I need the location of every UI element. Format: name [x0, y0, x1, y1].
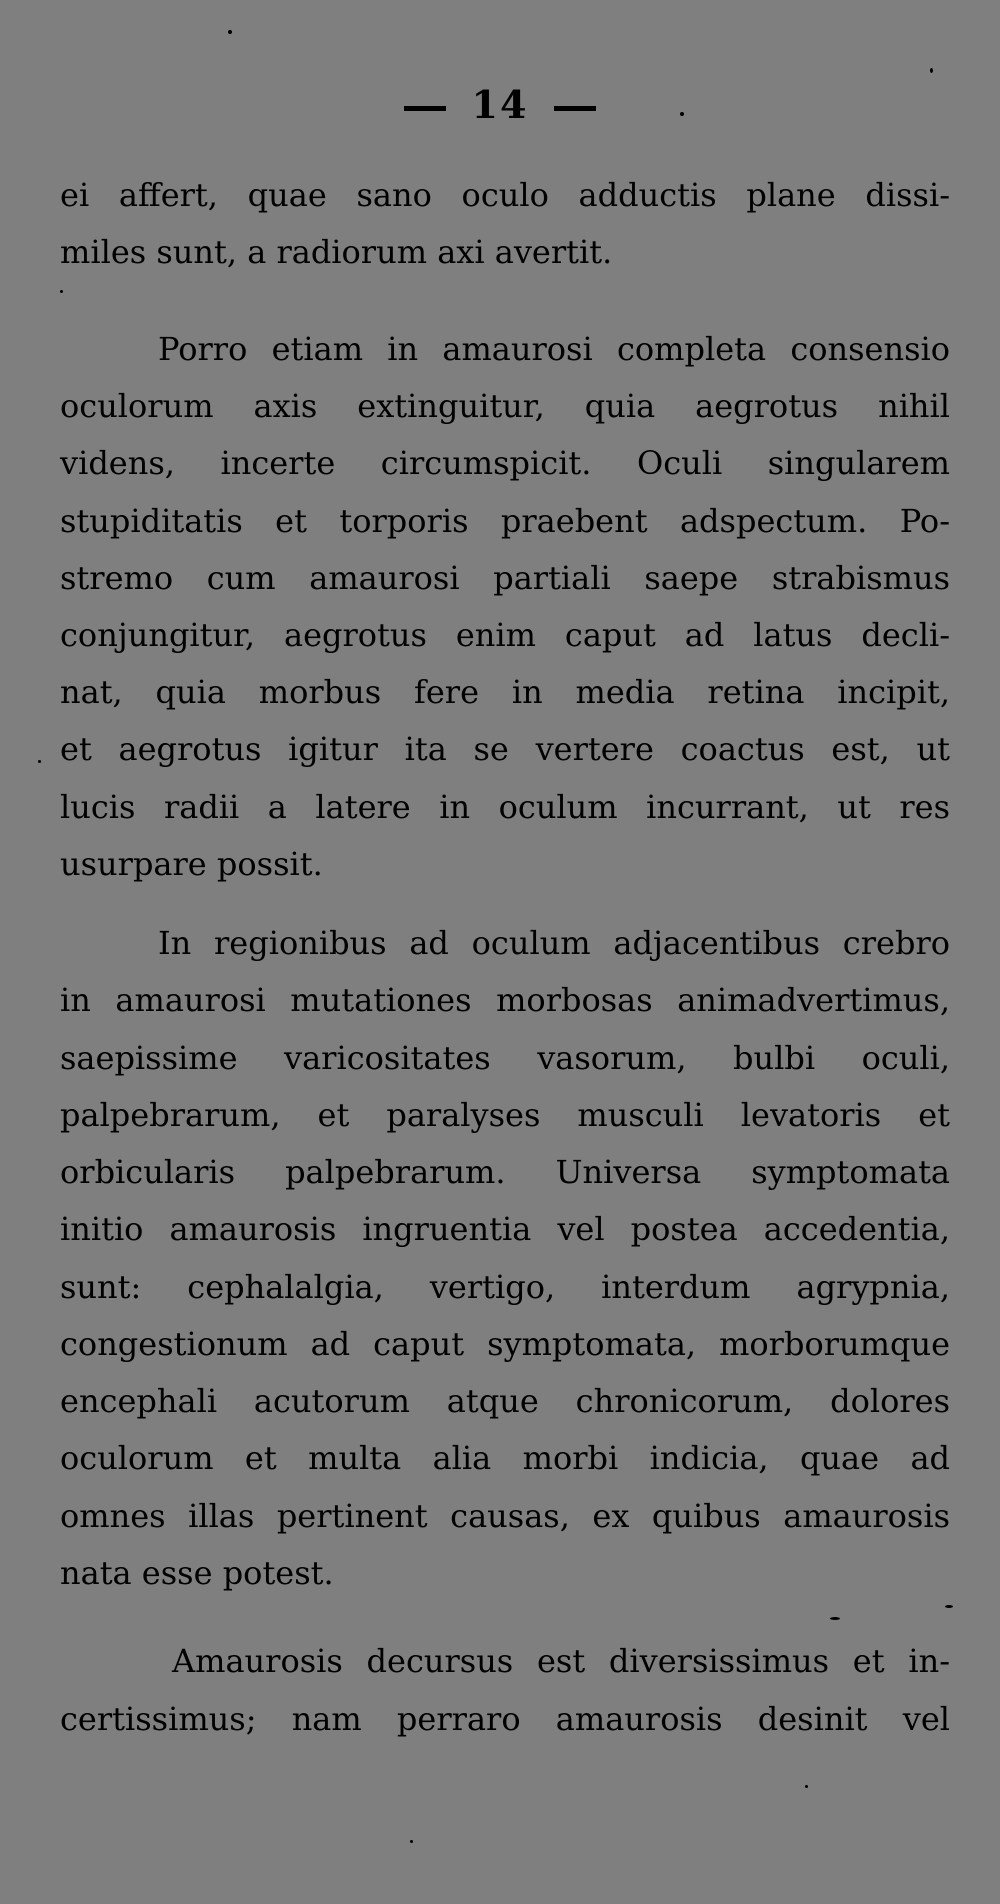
text-line: et aegrotus igitur ita se vertere coactus est, ut: [60, 730, 950, 768]
text-line: in amaurosi mutationes morbosas animadvertimus,: [60, 981, 950, 1019]
text-line: In regionibus ad oculum adjacentibus crebro: [158, 924, 950, 962]
header-dash-right: [554, 106, 596, 111]
text-line: nata esse potest.: [60, 1554, 334, 1592]
text-line: stupiditatis et torporis praebent adspectum. Po-: [60, 502, 950, 540]
text-line: congestionum ad caput symptomata, morborumque: [60, 1325, 950, 1363]
text-line: miles sunt, a radiorum axi avertit.: [60, 233, 613, 271]
text-line: certissimus; nam perraro amaurosis desinit vel: [60, 1700, 950, 1738]
text-line: nat, quia morbus fere in media retina incipit,: [60, 673, 950, 711]
page-header: [0, 82, 1000, 127]
scan-speck: [60, 290, 63, 293]
text-line: orbicularis palpebrarum. Universa symptomata: [60, 1153, 950, 1191]
scan-speck: [228, 30, 232, 34]
text-line: lucis radii a latere in oculum incurrant, ut res: [60, 788, 950, 826]
text-line: palpebrarum, et paralyses musculi levatoris et: [60, 1096, 950, 1134]
text-line: usurpare possit.: [60, 845, 323, 883]
scan-speck: [410, 1840, 413, 1843]
text-line: omnes illas pertinent causas, ex quibus amaurosis: [60, 1497, 950, 1535]
text-line: oculorum et multa alia morbi indicia, quae ad: [60, 1439, 950, 1477]
text-line: ei affert, quae sano oculo adductis plane dissi-: [60, 176, 950, 214]
scan-speck: [680, 112, 684, 116]
text-line: oculorum axis extinguitur, quia aegrotus nihil: [60, 387, 950, 425]
text-line: saepissime varicositates vasorum, bulbi oculi,: [60, 1039, 950, 1077]
text-line: encephali acutorum atque chronicorum, dolores: [60, 1382, 950, 1420]
page-number: 14: [471, 82, 529, 127]
scan-speck: [805, 1785, 808, 1788]
text-line: videns, incerte circumspicit. Oculi singularem: [60, 444, 950, 482]
scan-speck: [830, 1617, 840, 1620]
text-line: conjungitur, aegrotus enim caput ad latus decli-: [60, 616, 950, 654]
text-line: Amaurosis decursus est diversissimus et in-: [172, 1642, 950, 1680]
text-line: Porro etiam in amaurosi completa consensio: [158, 330, 950, 368]
scan-speck: [38, 760, 41, 763]
header-dash-left: [404, 106, 446, 111]
scan-speck: [945, 1605, 953, 1608]
text-line: stremo cum amaurosi partiali saepe strabismus: [60, 559, 950, 597]
text-line: sunt: cephalalgia, vertigo, interdum agrypnia,: [60, 1268, 950, 1306]
text-line: initio amaurosis ingruentia vel postea accedentia,: [60, 1210, 950, 1248]
scan-speck: [930, 68, 933, 73]
